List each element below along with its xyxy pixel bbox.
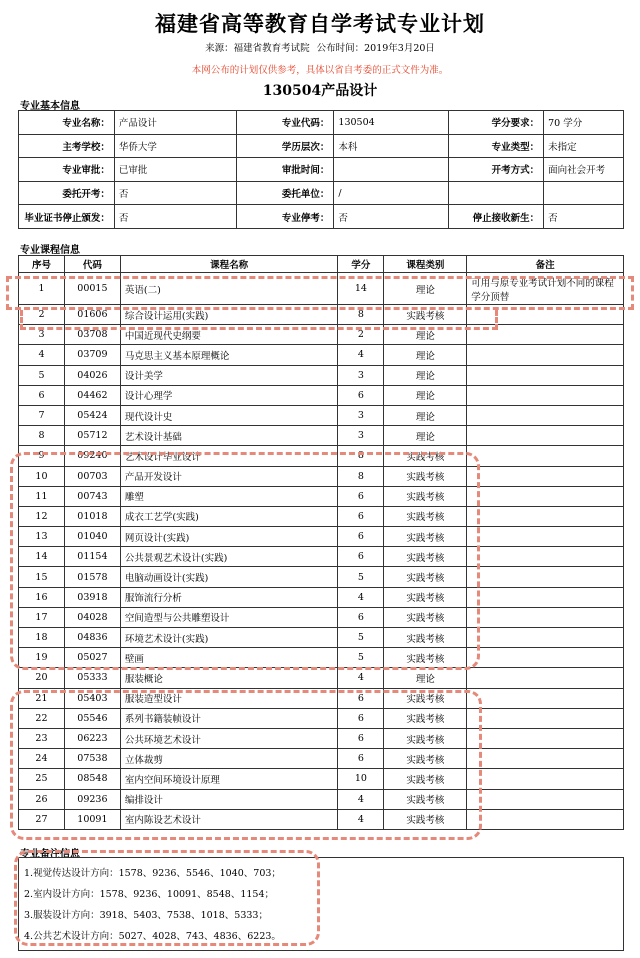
course-code: 05546 bbox=[64, 708, 120, 728]
notes-box bbox=[18, 857, 624, 951]
field-value: 产品设计 bbox=[114, 111, 236, 135]
field-value bbox=[334, 158, 449, 182]
page-title: 福建省高等教育自学考试专业计划 bbox=[155, 11, 485, 36]
course-code: 03708 bbox=[64, 325, 120, 345]
course-name: 服饰流行分析 bbox=[120, 587, 338, 607]
course-credits: 5 bbox=[338, 628, 384, 648]
field-value: 面向社会开考 bbox=[544, 158, 624, 182]
basic-info-label: 专业基本信息 bbox=[20, 101, 80, 112]
header-category: 课程类别 bbox=[384, 256, 467, 273]
course-remark bbox=[467, 668, 624, 688]
course-name: 雕塑 bbox=[120, 486, 338, 506]
table-row bbox=[19, 506, 624, 526]
course-category: 理论 bbox=[384, 405, 467, 425]
table-row bbox=[19, 273, 624, 305]
table-row bbox=[19, 567, 624, 587]
course-name: 马克思主义基本原理概论 bbox=[120, 345, 338, 365]
source-text: 来源：福建省教育考试院 bbox=[205, 43, 310, 54]
disclaimer-notice: 本网公布的计划仅供参考，具体以省自考委的正式文件为准。 bbox=[191, 65, 449, 76]
course-name: 室内陈设艺术设计 bbox=[120, 809, 338, 829]
table-row bbox=[19, 426, 624, 446]
course-name: 英语(二) bbox=[120, 273, 338, 305]
course-name: 系列书籍装帧设计 bbox=[120, 708, 338, 728]
course-category: 实践考核 bbox=[384, 749, 467, 769]
course-index: 17 bbox=[19, 607, 65, 627]
course-credits: 6 bbox=[338, 708, 384, 728]
course-remark bbox=[467, 506, 624, 526]
course-name: 成衣工艺学(实践) bbox=[120, 506, 338, 526]
course-remark bbox=[467, 527, 624, 547]
field-value: 已审批 bbox=[114, 158, 236, 182]
basic-info-row bbox=[19, 158, 624, 182]
course-credits: 3 bbox=[338, 365, 384, 385]
table-row bbox=[19, 385, 624, 405]
course-credits: 6 bbox=[338, 728, 384, 748]
course-remark bbox=[467, 607, 624, 627]
field-value: / bbox=[334, 181, 449, 205]
field-label: 专业名称： bbox=[19, 111, 115, 135]
course-remark bbox=[467, 426, 624, 446]
course-category: 理论 bbox=[384, 385, 467, 405]
course-remark bbox=[467, 789, 624, 809]
course-code: 01018 bbox=[64, 506, 120, 526]
table-row bbox=[19, 668, 624, 688]
course-name: 设计心理学 bbox=[120, 385, 338, 405]
field-value: 130504 bbox=[334, 111, 449, 135]
course-code: 04028 bbox=[64, 607, 120, 627]
field-label: 委托单位： bbox=[236, 181, 334, 205]
course-category: 理论 bbox=[384, 345, 467, 365]
basic-info-row bbox=[19, 134, 624, 158]
course-credits: 4 bbox=[338, 809, 384, 829]
course-category: 实践考核 bbox=[384, 486, 467, 506]
course-code: 00703 bbox=[64, 466, 120, 486]
course-category: 实践考核 bbox=[384, 567, 467, 587]
course-credits: 6 bbox=[338, 547, 384, 567]
course-table bbox=[18, 255, 624, 830]
basic-info-row bbox=[19, 181, 624, 205]
course-category: 实践考核 bbox=[384, 809, 467, 829]
course-category: 实践考核 bbox=[384, 547, 467, 567]
major-title: 130504产品设计 bbox=[262, 83, 378, 99]
course-remark bbox=[467, 567, 624, 587]
course-index: 26 bbox=[19, 789, 65, 809]
course-credits: 4 bbox=[338, 587, 384, 607]
field-label: 学历层次： bbox=[236, 134, 334, 158]
course-remark bbox=[467, 325, 624, 345]
course-remark bbox=[467, 628, 624, 648]
course-category: 实践考核 bbox=[384, 466, 467, 486]
table-row bbox=[19, 466, 624, 486]
course-remark bbox=[467, 587, 624, 607]
course-credits: 10 bbox=[338, 769, 384, 789]
course-remark bbox=[467, 769, 624, 789]
course-category: 实践考核 bbox=[384, 789, 467, 809]
course-category: 理论 bbox=[384, 365, 467, 385]
course-remark bbox=[467, 749, 624, 769]
course-index: 8 bbox=[19, 426, 65, 446]
course-index: 13 bbox=[19, 527, 65, 547]
course-remark bbox=[467, 648, 624, 668]
field-value: 否 bbox=[544, 205, 624, 229]
course-code: 07538 bbox=[64, 749, 120, 769]
field-label: 委托开考： bbox=[19, 181, 115, 205]
course-remark bbox=[467, 385, 624, 405]
course-index: 10 bbox=[19, 466, 65, 486]
field-label: 专业停考： bbox=[236, 205, 334, 229]
field-label: 学分要求： bbox=[449, 111, 544, 135]
course-remark bbox=[467, 345, 624, 365]
course-code: 05424 bbox=[64, 405, 120, 425]
course-index: 21 bbox=[19, 688, 65, 708]
course-index: 12 bbox=[19, 506, 65, 526]
table-row bbox=[19, 809, 624, 829]
course-name: 艺术设计毕业设计 bbox=[120, 446, 338, 466]
course-index: 6 bbox=[19, 385, 65, 405]
course-credits: 5 bbox=[338, 648, 384, 668]
course-name: 环境艺术设计(实践) bbox=[120, 628, 338, 648]
course-index: 15 bbox=[19, 567, 65, 587]
field-label: 专业代码： bbox=[236, 111, 334, 135]
course-credits: 8 bbox=[338, 446, 384, 466]
course-name: 中国近现代史纲要 bbox=[120, 325, 338, 345]
course-category: 理论 bbox=[384, 325, 467, 345]
course-table-header bbox=[19, 256, 624, 273]
course-category: 实践考核 bbox=[384, 688, 467, 708]
course-index: 19 bbox=[19, 648, 65, 668]
course-name: 设计美学 bbox=[120, 365, 338, 385]
table-row bbox=[19, 365, 624, 385]
table-row bbox=[19, 769, 624, 789]
course-code: 01578 bbox=[64, 567, 120, 587]
course-category: 实践考核 bbox=[384, 769, 467, 789]
course-category: 理论 bbox=[384, 426, 467, 446]
table-row bbox=[19, 728, 624, 748]
table-row bbox=[19, 789, 624, 809]
notes-label: 专业备注信息 bbox=[20, 849, 80, 860]
table-row bbox=[19, 325, 624, 345]
course-credits: 6 bbox=[338, 607, 384, 627]
note-line: 4.公共艺术设计方向：5027、4028、743、4836、6223。 bbox=[24, 931, 281, 942]
course-code: 01606 bbox=[64, 305, 120, 325]
field-value: 否 bbox=[114, 205, 236, 229]
publish-time: 公布时间：2019年3月20日 bbox=[316, 43, 435, 54]
table-row bbox=[19, 547, 624, 567]
field-label: 主考学校： bbox=[19, 134, 115, 158]
course-name: 电脑动画设计(实践) bbox=[120, 567, 338, 587]
table-row bbox=[19, 628, 624, 648]
course-code: 09240 bbox=[64, 446, 120, 466]
course-index: 4 bbox=[19, 345, 65, 365]
course-credits: 8 bbox=[338, 305, 384, 325]
course-index: 5 bbox=[19, 365, 65, 385]
table-row bbox=[19, 688, 624, 708]
course-category: 实践考核 bbox=[384, 607, 467, 627]
course-remark: 可用与原专业考试计划不同的课程学分顶替 bbox=[467, 273, 624, 305]
table-row bbox=[19, 708, 624, 728]
course-remark bbox=[467, 365, 624, 385]
course-index: 3 bbox=[19, 325, 65, 345]
course-code: 04026 bbox=[64, 365, 120, 385]
course-name: 艺术设计基础 bbox=[120, 426, 338, 446]
course-name: 服装概论 bbox=[120, 668, 338, 688]
course-code: 05712 bbox=[64, 426, 120, 446]
course-code: 06223 bbox=[64, 728, 120, 748]
header-course-name: 课程名称 bbox=[120, 256, 338, 273]
course-remark bbox=[467, 466, 624, 486]
course-code: 08548 bbox=[64, 769, 120, 789]
table-row bbox=[19, 486, 624, 506]
publish-meta bbox=[0, 40, 640, 54]
course-index: 9 bbox=[19, 446, 65, 466]
table-row bbox=[19, 648, 624, 668]
course-code: 01154 bbox=[64, 547, 120, 567]
course-code: 03918 bbox=[64, 587, 120, 607]
course-name: 空间造型与公共雕塑设计 bbox=[120, 607, 338, 627]
field-label: 开考方式： bbox=[449, 158, 544, 182]
course-name: 公共景观艺术设计(实践) bbox=[120, 547, 338, 567]
course-remark bbox=[467, 708, 624, 728]
field-value: 未指定 bbox=[544, 134, 624, 158]
course-index: 11 bbox=[19, 486, 65, 506]
course-code: 05403 bbox=[64, 688, 120, 708]
table-row bbox=[19, 405, 624, 425]
course-index: 23 bbox=[19, 728, 65, 748]
course-code: 05333 bbox=[64, 668, 120, 688]
course-credits: 6 bbox=[338, 749, 384, 769]
course-index: 27 bbox=[19, 809, 65, 829]
course-credits: 6 bbox=[338, 385, 384, 405]
note-line: 3.服装设计方向：3918、5403、7538、1018、5333； bbox=[24, 910, 268, 921]
course-index: 22 bbox=[19, 708, 65, 728]
field-value: 本科 bbox=[334, 134, 449, 158]
course-code: 04462 bbox=[64, 385, 120, 405]
course-credits: 4 bbox=[338, 668, 384, 688]
course-remark bbox=[467, 446, 624, 466]
course-code: 10091 bbox=[64, 809, 120, 829]
course-index: 7 bbox=[19, 405, 65, 425]
course-credits: 8 bbox=[338, 466, 384, 486]
table-row bbox=[19, 345, 624, 365]
course-category: 实践考核 bbox=[384, 305, 467, 325]
course-index: 2 bbox=[19, 305, 65, 325]
course-index: 1 bbox=[19, 273, 65, 305]
course-category: 实践考核 bbox=[384, 628, 467, 648]
course-code: 01040 bbox=[64, 527, 120, 547]
course-code: 05027 bbox=[64, 648, 120, 668]
field-label bbox=[449, 181, 544, 205]
course-name: 室内空间环境设计原理 bbox=[120, 769, 338, 789]
course-credits: 14 bbox=[338, 273, 384, 305]
course-remark bbox=[467, 486, 624, 506]
table-row bbox=[19, 446, 624, 466]
course-category: 实践考核 bbox=[384, 587, 467, 607]
course-credits: 6 bbox=[338, 688, 384, 708]
course-code: 00015 bbox=[64, 273, 120, 305]
header-credits: 学分 bbox=[338, 256, 384, 273]
course-credits: 6 bbox=[338, 527, 384, 547]
course-code: 04836 bbox=[64, 628, 120, 648]
field-value: 华侨大学 bbox=[114, 134, 236, 158]
course-category: 实践考核 bbox=[384, 708, 467, 728]
field-value: 否 bbox=[114, 181, 236, 205]
course-category: 实践考核 bbox=[384, 648, 467, 668]
basic-info-table bbox=[18, 110, 624, 229]
field-label: 审批时间： bbox=[236, 158, 334, 182]
header-remark: 备注 bbox=[467, 256, 624, 273]
course-remark bbox=[467, 305, 624, 325]
course-name: 公共环境艺术设计 bbox=[120, 728, 338, 748]
course-name: 服装造型设计 bbox=[120, 688, 338, 708]
course-credits: 3 bbox=[338, 405, 384, 425]
header-index: 序号 bbox=[19, 256, 65, 273]
course-index: 14 bbox=[19, 547, 65, 567]
course-remark bbox=[467, 547, 624, 567]
course-category: 理论 bbox=[384, 668, 467, 688]
field-value bbox=[544, 181, 624, 205]
course-credits: 6 bbox=[338, 486, 384, 506]
field-label: 专业审批： bbox=[19, 158, 115, 182]
course-index: 25 bbox=[19, 769, 65, 789]
course-remark bbox=[467, 728, 624, 748]
course-name: 壁画 bbox=[120, 648, 338, 668]
field-label: 专业类型： bbox=[449, 134, 544, 158]
course-credits: 3 bbox=[338, 426, 384, 446]
course-name: 编排设计 bbox=[120, 789, 338, 809]
course-code: 03709 bbox=[64, 345, 120, 365]
course-credits: 5 bbox=[338, 567, 384, 587]
course-credits: 4 bbox=[338, 789, 384, 809]
course-category: 实践考核 bbox=[384, 446, 467, 466]
course-credits: 2 bbox=[338, 325, 384, 345]
course-info-label: 专业课程信息 bbox=[20, 245, 80, 256]
header-code: 代码 bbox=[64, 256, 120, 273]
course-credits: 4 bbox=[338, 345, 384, 365]
course-name: 立体裁剪 bbox=[120, 749, 338, 769]
course-index: 18 bbox=[19, 628, 65, 648]
course-index: 16 bbox=[19, 587, 65, 607]
basic-info-row bbox=[19, 205, 624, 229]
table-row bbox=[19, 305, 624, 325]
basic-info-row bbox=[19, 111, 624, 135]
course-category: 理论 bbox=[384, 273, 467, 305]
course-name: 现代设计史 bbox=[120, 405, 338, 425]
course-category: 实践考核 bbox=[384, 728, 467, 748]
course-index: 24 bbox=[19, 749, 65, 769]
field-value: 否 bbox=[334, 205, 449, 229]
field-label: 停止接收新生： bbox=[449, 205, 544, 229]
table-row bbox=[19, 749, 624, 769]
field-value: 70 学分 bbox=[544, 111, 624, 135]
course-index: 20 bbox=[19, 668, 65, 688]
course-name: 综合设计运用(实践) bbox=[120, 305, 338, 325]
course-code: 00743 bbox=[64, 486, 120, 506]
course-remark bbox=[467, 809, 624, 829]
course-code: 09236 bbox=[64, 789, 120, 809]
field-label: 毕业证书停止颁发： bbox=[19, 205, 115, 229]
note-line: 2.室内设计方向：1578、9236、10091、8548、1154； bbox=[24, 889, 274, 900]
course-name: 网页设计(实践) bbox=[120, 527, 338, 547]
course-category: 实践考核 bbox=[384, 506, 467, 526]
course-name: 产品开发设计 bbox=[120, 466, 338, 486]
note-line: 1.视觉传达设计方向：1578、9236、5546、1040、703； bbox=[24, 868, 281, 879]
course-remark bbox=[467, 405, 624, 425]
table-row bbox=[19, 587, 624, 607]
table-row bbox=[19, 527, 624, 547]
course-credits: 6 bbox=[338, 506, 384, 526]
table-row bbox=[19, 607, 624, 627]
course-remark bbox=[467, 688, 624, 708]
course-category: 实践考核 bbox=[384, 527, 467, 547]
